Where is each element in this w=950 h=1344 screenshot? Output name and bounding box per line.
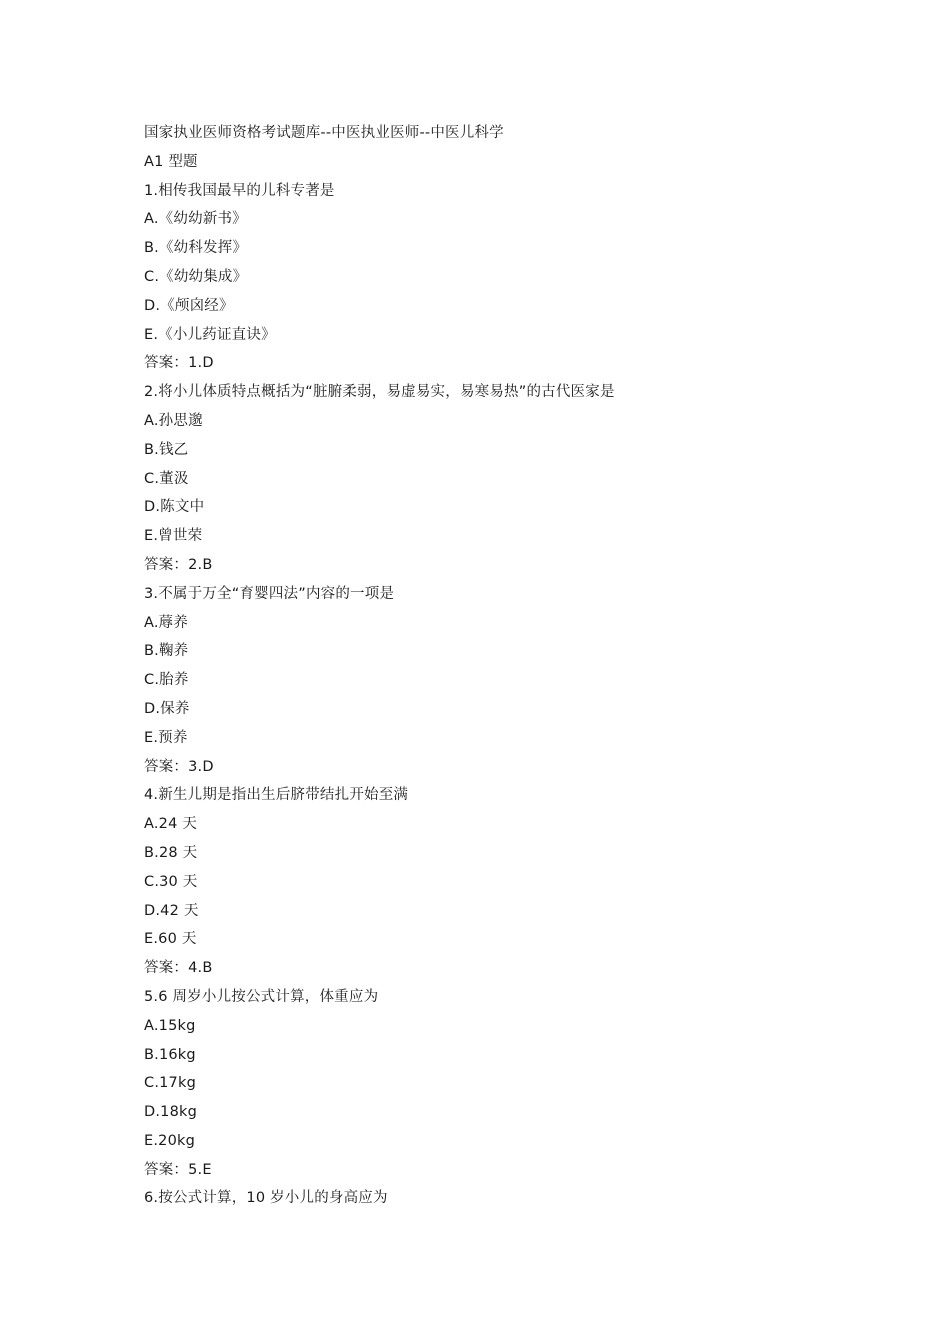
option-b: B.《幼科发挥》 (144, 240, 248, 257)
question-2 (144, 378, 844, 580)
option-c: C.《幼幼集成》 (144, 268, 248, 285)
option-b: B.16kg (144, 1046, 196, 1063)
question-4 (144, 781, 844, 983)
option-c: C.30 天 (144, 873, 198, 890)
answer-line: 答案：3.D (144, 758, 214, 775)
question-stem: 4.新生儿期是指出生后脐带结扎开始至满 (144, 787, 409, 804)
option-b: B.鞠养 (144, 643, 189, 660)
question-stem: 5.6 周岁小儿按公式计算，体重应为 (144, 988, 379, 1005)
document-body (144, 119, 844, 1213)
answer-line: 答案：4.B (144, 960, 213, 977)
question-6 (144, 1184, 844, 1213)
option-a: A.《幼幼新书》 (144, 211, 247, 228)
option-b: B.钱乙 (144, 441, 189, 458)
option-a: A.15kg (144, 1017, 196, 1034)
option-b: B.28 天 (144, 844, 198, 861)
section-heading: A1 型题 (144, 153, 198, 170)
question-3 (144, 580, 844, 782)
option-c: C.胎养 (144, 672, 189, 689)
option-d: D.陈文中 (144, 499, 205, 516)
option-a: A.24 天 (144, 816, 198, 833)
option-e: E.20kg (144, 1132, 196, 1149)
option-c: C.董汲 (144, 470, 189, 487)
option-d: D.《颅囟经》 (144, 297, 234, 314)
question-stem: 1.相传我国最早的儿科专著是 (144, 182, 335, 199)
option-e: E.曾世荣 (144, 528, 203, 545)
question-stem: 2.将小儿体质特点概括为“脏腑柔弱，易虚易实，易寒易热”的古代医家是 (144, 384, 615, 401)
option-e: E.预养 (144, 729, 188, 746)
option-e: E.《小儿药证直诀》 (144, 326, 276, 343)
option-c: C.17kg (144, 1075, 196, 1092)
option-d: D.保养 (144, 700, 190, 717)
question-stem: 3.不属于万全“育婴四法”内容的一项是 (144, 585, 395, 602)
question-1 (144, 177, 844, 379)
answer-line: 答案：5.E (144, 1161, 212, 1178)
option-a: A.蓐养 (144, 614, 189, 631)
option-a: A.孙思邈 (144, 412, 203, 429)
answer-line: 答案：2.B (144, 556, 213, 573)
question-5 (144, 983, 844, 1185)
option-d: D.42 天 (144, 902, 199, 919)
document-title: 国家执业医师资格考试题库--中医执业医师--中医儿科学 (144, 125, 504, 141)
option-e: E.60 天 (144, 931, 197, 948)
answer-line: 答案：1.D (144, 355, 214, 372)
question-stem: 6.按公式计算，10 岁小儿的身高应为 (144, 1190, 388, 1207)
option-d: D.18kg (144, 1104, 198, 1121)
